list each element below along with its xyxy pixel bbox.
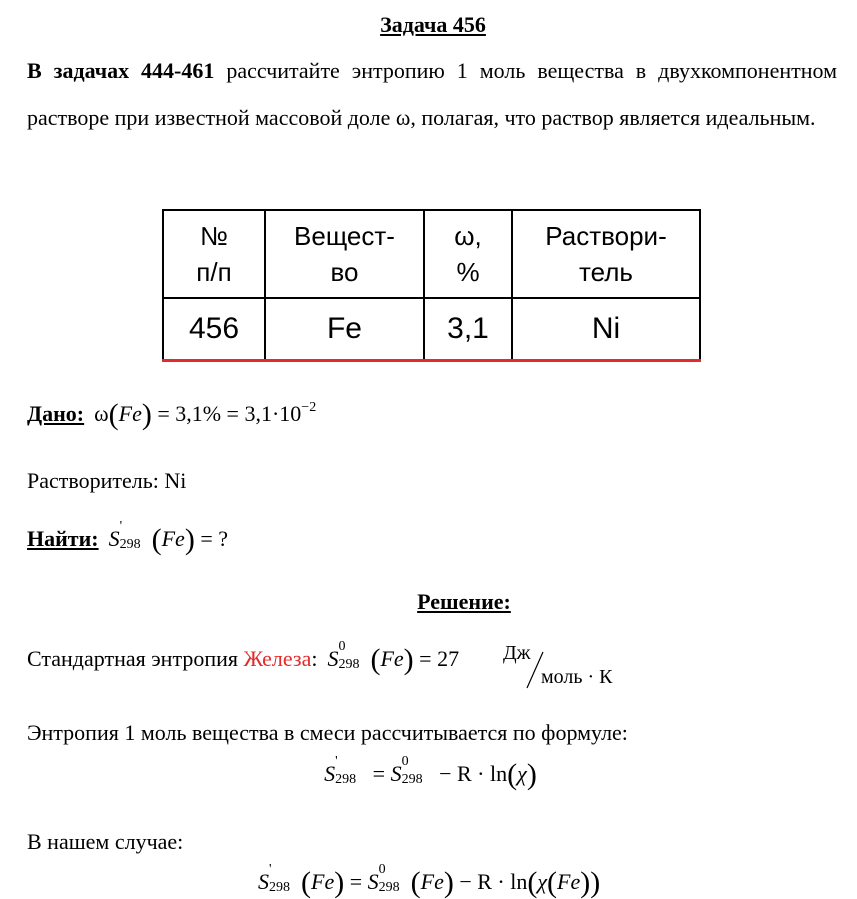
- solution-heading: Решение:: [417, 589, 511, 614]
- find-line: [27, 518, 228, 556]
- standard-entropy-line: Стандартная энтропия Железа: S 0 298 (Fe) = 27: [27, 638, 460, 676]
- intro-text: рассчитайте энтропию 1 моль вещества в двухкомпонентном растворе при известной массовой доле ω, полагая, что раствор является идеальным.: [27, 58, 838, 130]
- cell-solvent: Ni: [512, 298, 700, 361]
- find-label: Найти:: [27, 526, 99, 551]
- case-label: В нашем случае:: [27, 829, 184, 854]
- given-formula: $\omega(Fe) = 3,1\% = 3,1\cdot 10^{-2}$: [94, 398, 317, 431]
- table-header-row: [163, 210, 700, 298]
- cell-omega: 3,1: [424, 298, 512, 361]
- intro-lead: В задачах 444-461: [27, 58, 215, 83]
- header-substance: Вещест- во: [265, 210, 424, 298]
- general-formula: S ' 298 = S 0 298 − R · ln(χ): [324, 753, 537, 791]
- task-title: Задача 456: [380, 12, 486, 37]
- standard-formula: S 0 298 (Fe) = 27: [327, 638, 460, 676]
- formula-intro: Энтропия 1 моль вещества в смеси рассчитывается по формуле:: [27, 720, 628, 745]
- cell-number: 456: [163, 298, 265, 361]
- header-number: № п/п: [163, 210, 265, 298]
- unit-denominator: моль · К: [541, 666, 613, 688]
- solvent-line: Растворитель: Ni: [27, 468, 187, 493]
- header-solvent: Раствори- тель: [512, 210, 700, 298]
- cell-substance: Fe: [265, 298, 424, 361]
- find-formula: S ' 298 (Fe) = ?: [108, 518, 228, 556]
- task-intro: [27, 48, 837, 141]
- parameters-table: [162, 209, 701, 362]
- table-row: [163, 298, 700, 361]
- given-line: [27, 400, 316, 430]
- given-label: Дано:: [27, 401, 85, 426]
- unit-numerator: Дж: [503, 642, 531, 664]
- element-name: Железа: [243, 646, 312, 671]
- header-omega: ω, %: [424, 210, 512, 298]
- specific-formula: S ' 298 (Fe) = S 0 298 (Fe) − R · ln(χ(Fe)): [258, 861, 601, 899]
